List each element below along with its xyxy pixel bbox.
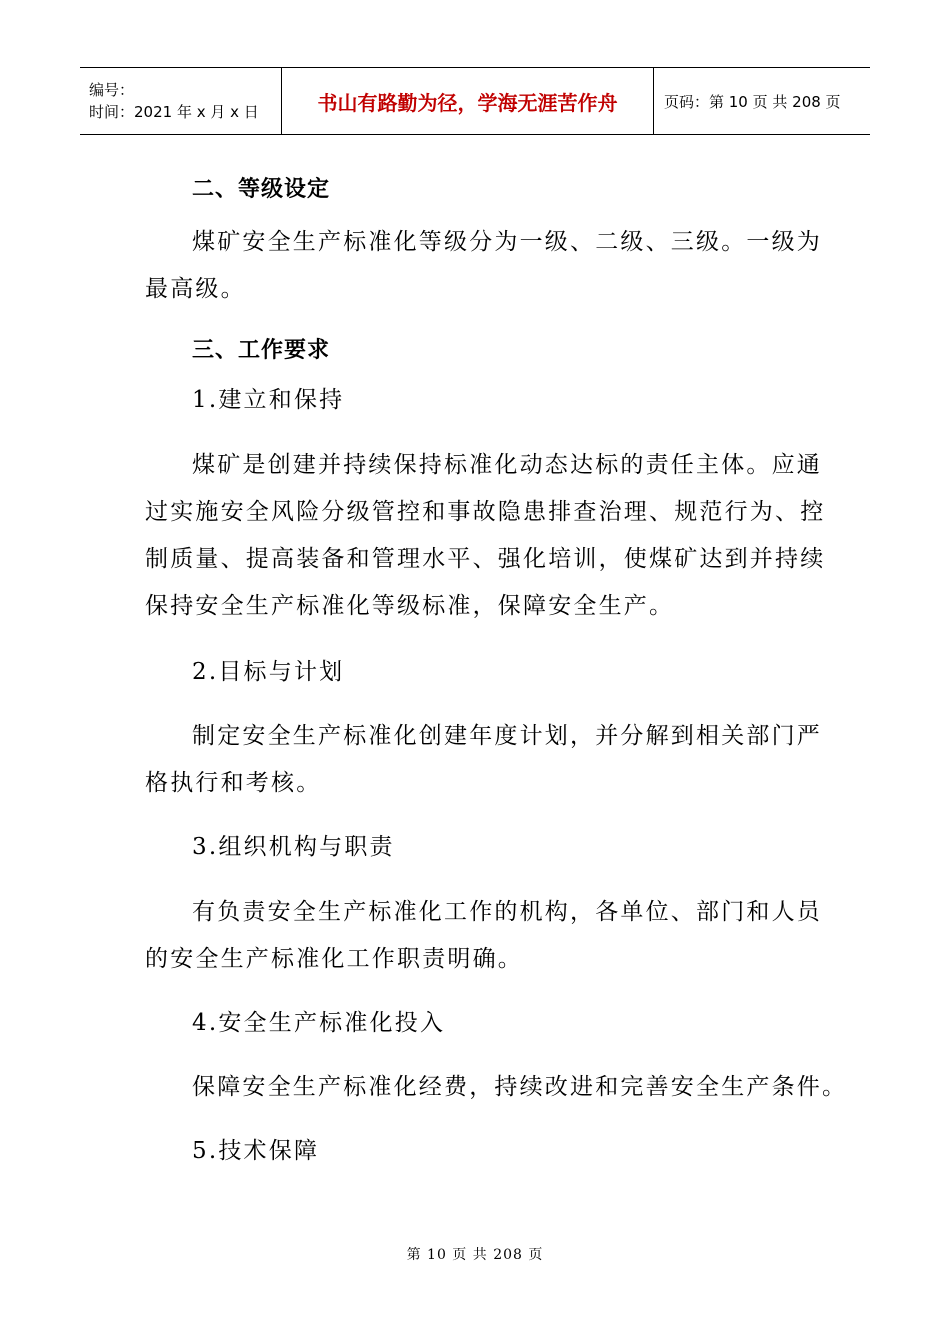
header-number-label: 编号： [89,81,135,99]
paragraph-line: 保障安全生产标准化经费，持续改进和完善安全生产条件。 [192,1074,848,1100]
header-page-info: 页码：第 10 页 共 208 页 [664,92,841,111]
item-title: 4.安全生产标准化投入 [192,1010,446,1036]
paragraph-line: 制定安全生产标准化创建年度计划，并分解到相关部门严 [192,723,822,749]
paragraph-line: 煤矿是创建并持续保持标准化动态达标的责任主体。应通 [192,452,822,478]
page-footer: 第 10 页 共 208 页 [406,1247,544,1263]
paragraph-line: 最高级。 [145,276,246,302]
page-header [80,67,870,135]
paragraph-line: 有负责安全生产标准化工作的机构，各单位、部门和人员 [192,899,822,925]
section-heading-requirements: 三、工作要求 [192,338,331,363]
paragraph-line: 制质量、提高装备和管理水平、强化培训，使煤矿达到并持续 [145,546,826,572]
paragraph-line: 格执行和考核。 [145,770,322,796]
paragraph-line: 煤矿安全生产标准化等级分为一级、二级、三级。一级为 [192,229,822,255]
paragraph-line: 过实施安全风险分级管控和事故隐患排查治理、规范行为、控 [145,499,826,525]
item-title: 1.建立和保持 [192,387,345,413]
item-title: 3.组织机构与职责 [192,834,395,860]
header-motto: 书山有路勤为径，学海无涯苦作舟 [282,68,654,134]
section-heading-grade: 二、等级设定 [192,177,331,202]
item-title: 5.技术保障 [192,1138,320,1164]
paragraph-line: 的安全生产标准化工作职责明确。 [145,946,523,972]
paragraph-line: 保持安全生产标准化等级标准，保障安全生产。 [145,593,675,619]
item-title: 2.目标与计划 [192,659,345,685]
header-time-label: 时间：2021 年 x 月 x 日 [89,103,259,121]
header-meta [80,68,282,134]
